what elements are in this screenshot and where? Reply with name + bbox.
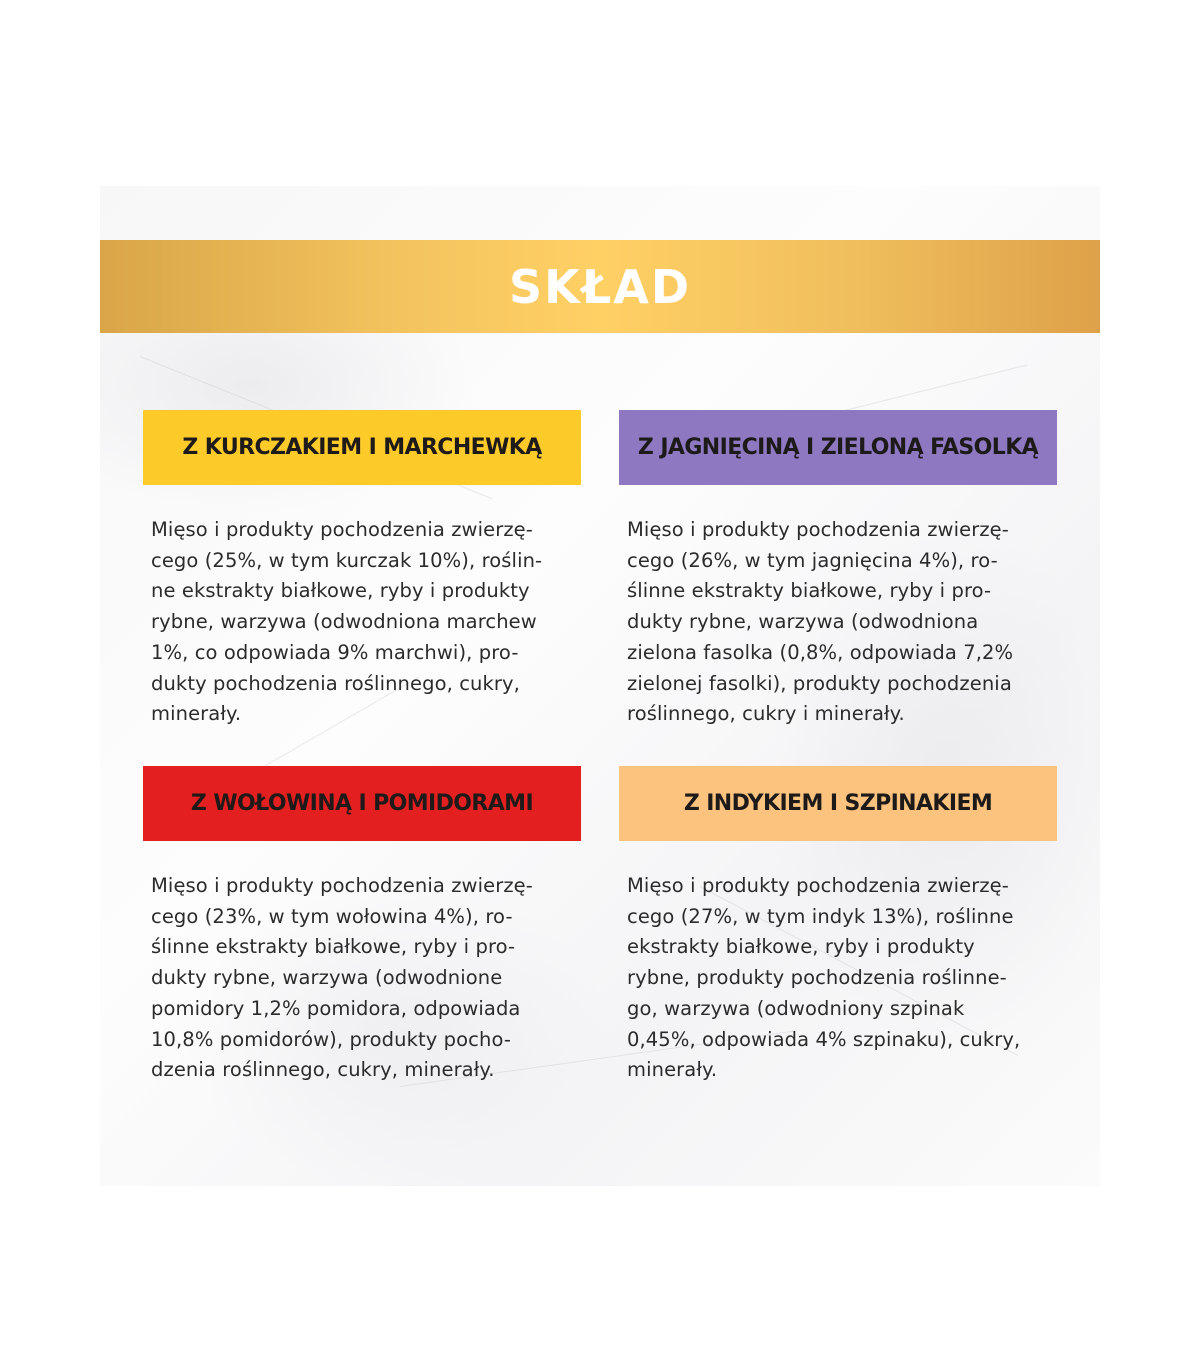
variant-title: Z JAGNIĘCINĄ I ZIELONĄ FASOLKĄ (637, 435, 1039, 460)
description-line: ekstrakty białkowe, ryby i produkty (627, 935, 975, 959)
variant-description-turkey (627, 871, 1067, 1086)
variant-header-lamb (619, 410, 1057, 485)
description-line: dzenia roślinnego, cukry, minerały. (151, 1058, 495, 1082)
description-line: roślinnego, cukry i minerały. (627, 702, 905, 726)
variant-title: Z WOŁOWINĄ I POMIDORAMI (190, 791, 534, 816)
description-line: dukty rybne, warzywa (odwodniona (627, 610, 979, 634)
description-line: cego (25%, w tym kurczak 10%), roślin- (151, 548, 543, 572)
description-line: Mięso i produkty pochodzenia zwierzę- (151, 518, 533, 541)
description-line: Mięso i produkty pochodzenia zwierzę- (627, 874, 1009, 897)
description-line: dukty pochodzenia roślinnego, cukry, (151, 671, 520, 695)
description-line: 10,8% pomidorów), produkty pocho- (151, 1027, 511, 1051)
variant-title: Z INDYKIEM I SZPINAKIEM (683, 791, 993, 816)
variant-header-chicken (143, 410, 581, 485)
description-line: rybne, warzywa (odwodniona marchew (151, 610, 537, 634)
description-line: pomidory 1,2% pomidora, odpowiada (151, 996, 521, 1020)
description-line: ślinne ekstrakty białkowe, ryby i pro- (151, 935, 516, 959)
variant-header-turkey (619, 766, 1057, 841)
description-line: ne ekstrakty białkowe, ryby i produkty (151, 579, 530, 603)
description-line: minerały. (151, 702, 242, 726)
description-line: zielona fasolka (0,8%, odpowiada 7,2% (627, 640, 1014, 664)
description-line: Mięso i produkty pochodzenia zwierzę- (627, 518, 1009, 541)
title-banner (100, 240, 1100, 333)
variant-description-beef (151, 871, 591, 1086)
variant-header-beef (143, 766, 581, 841)
page-title: SKŁAD (508, 259, 692, 314)
description-line: ślinne ekstrakty białkowe, ryby i pro- (627, 579, 992, 603)
marble-background (100, 186, 1100, 1186)
description-line: dukty rybne, warzywa (odwodnione (151, 966, 503, 990)
description-line: 1%, co odpowiada 9% marchwi), pro- (151, 640, 519, 664)
description-line: cego (23%, w tym wołowina 4%), ro- (151, 904, 513, 928)
description-line: 0,45%, odpowiada 4% szpinaku), cukry, (627, 1027, 1021, 1051)
description-line: Mięso i produkty pochodzenia zwierzę- (151, 874, 533, 897)
description-line: minerały. (627, 1058, 718, 1082)
description-line: cego (26%, w tym jagnięcina 4%), ro- (627, 548, 998, 572)
variant-title: Z KURCZAKIEM I MARCHEWKĄ (182, 435, 542, 460)
description-line: zielonej fasolki), produkty pochodzenia (627, 671, 1012, 695)
description-line: go, warzywa (odwodniony szpinak (627, 996, 965, 1020)
variant-description-chicken (151, 515, 591, 730)
description-line: rybne, produkty pochodzenia roślinne- (627, 966, 1007, 990)
variant-description-lamb (627, 515, 1067, 730)
description-line: cego (27%, w tym indyk 13%), roślinne (627, 904, 1014, 928)
